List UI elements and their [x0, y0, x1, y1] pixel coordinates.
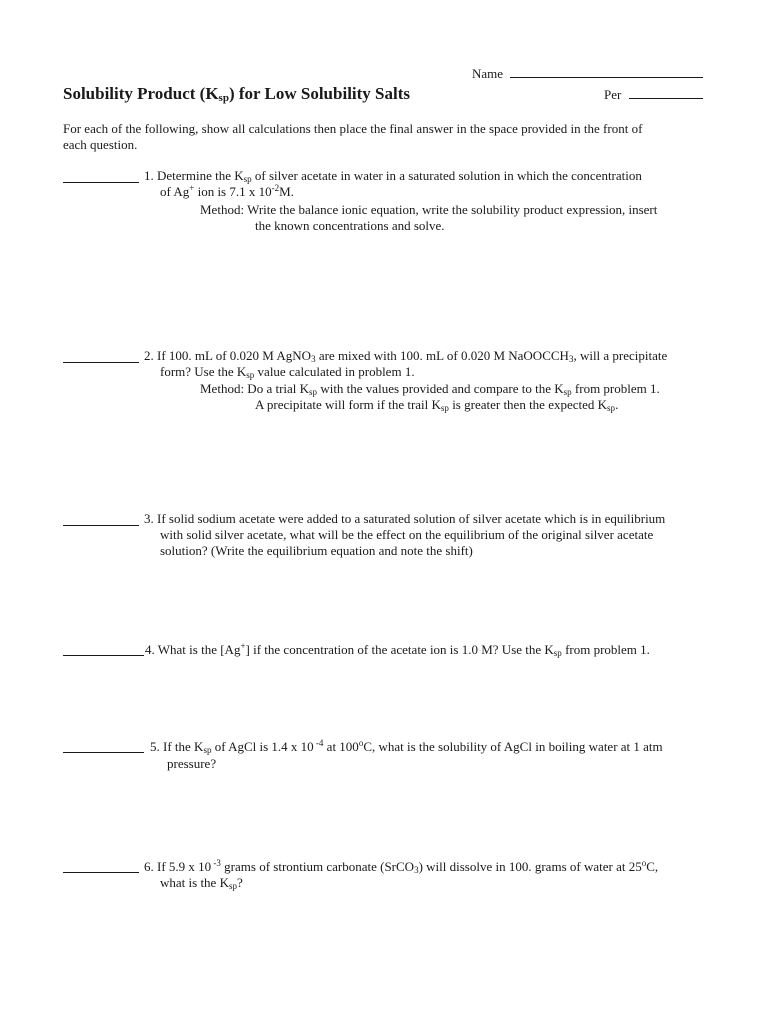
answer-blank-6[interactable]	[63, 872, 139, 873]
question-3-line-1: 3. If solid sodium acetate were added to a saturated solution of silver acetate which is in equilibrium	[144, 511, 666, 526]
question-1-method-cont: the known concentrations and solve.	[255, 218, 445, 233]
period-label: Per	[604, 87, 622, 102]
answer-blank-2[interactable]	[63, 362, 139, 363]
question-2-number: 2.	[144, 348, 154, 363]
name-blank[interactable]	[510, 77, 703, 78]
question-1-number: 1.	[144, 168, 154, 183]
answer-blank-3[interactable]	[63, 525, 139, 526]
question-5-line-1: 5. If the $K_{sp}$ of AgCl is 1.4 x 10 $^{-4}$ at 100$^o$C, what is the solubility of AgCl in boiling water at 1 atm	[150, 738, 663, 755]
question-2-line-1: 2. If 100. mL of 0.020 M AgNO$_3$ are mixed with 100. mL of 0.020 M NaOOCCH$_3$, will a precipitate	[144, 348, 668, 364]
question-3-number: 3.	[144, 511, 154, 526]
question-6-number: 6.	[144, 859, 154, 874]
question-2-line-2: form? Use the $K_{sp}$ value calculated in problem 1.	[160, 364, 415, 380]
answer-blank-5[interactable]	[63, 752, 144, 753]
instructions-line-2: each question.	[63, 137, 138, 152]
question-6-line-2: what is the $K_{sp}$?	[160, 875, 243, 891]
period-blank[interactable]	[629, 98, 703, 99]
question-1-line-1: 1. Determine the $K_{sp}$ of silver acetate in water in a saturated solution in which the concentration	[144, 168, 642, 184]
question-2-method: Method: Do a trial $K_{sp}$ with the values provided and compare to the $K_{sp}$ from problem 1.	[200, 381, 660, 397]
question-1-method: Method: Write the balance ionic equation, write the solubility product expression, insert	[200, 202, 658, 217]
page-title: Solubility Product $(K_{sp})$ for Low Solubility Salts	[63, 84, 411, 104]
question-4-number: 4.	[145, 642, 155, 657]
question-3-line-3: solution? (Write the equilibrium equation and note the shift)	[160, 543, 473, 558]
instructions-line-1: For each of the following, show all calculations then place the final answer in the space provided in the front of	[63, 121, 643, 136]
name-field	[472, 66, 703, 82]
question-2-method-cont: A precipitate will form if the trail $K_{sp}$ is greater then the expected $K_{sp}$.	[255, 397, 619, 413]
name-label: Name	[472, 66, 504, 81]
question-1-line-2: of Ag+ ion is 7.1 x $10^{-2}M$.	[160, 183, 294, 199]
question-3-line-2: with solid silver acetate, what will be the effect on the equilibrium of the original silver acetate	[160, 527, 654, 542]
question-5-number: 5.	[150, 739, 160, 754]
answer-blank-1[interactable]	[63, 182, 139, 183]
question-5-line-2: pressure?	[167, 756, 217, 771]
question-4-line-1: 4. What is the [Ag+] if the concentration of the acetate ion is 1.0 M? Use the $K_{sp}$ from problem 1.	[145, 641, 650, 658]
answer-blank-4[interactable]	[63, 655, 144, 656]
period-field	[604, 87, 703, 103]
question-6-line-1: 6. If 5.9 x 10 $^{-3}$ grams of strontium carbonate (SrCO$_3$) will dissolve in 100. grams of water at 25$^o$C,	[144, 858, 659, 875]
